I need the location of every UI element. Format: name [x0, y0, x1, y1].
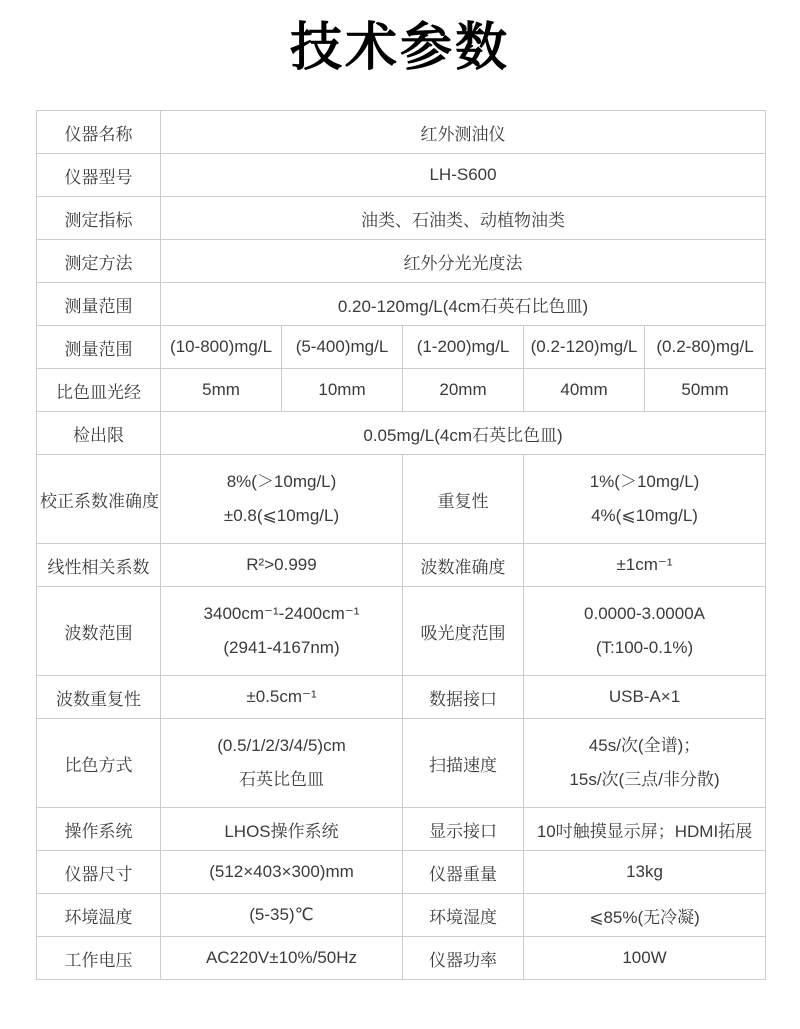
spec-value-line: 8%(＞10mg/L) — [226, 472, 337, 491]
spec-label: 吸光度范围 — [403, 587, 524, 676]
spec-label: 扫描速度 — [403, 719, 524, 808]
spec-value: USB-A×1 — [524, 676, 766, 719]
spec-value-line: 4%(⩽10mg/L) — [591, 506, 698, 525]
spec-value — [161, 587, 403, 676]
table-row-instrument-name — [37, 111, 766, 154]
spec-value-line: 石英比色皿 — [239, 770, 324, 789]
spec-value: 20mm — [403, 369, 524, 412]
spec-value: (5-400)mg/L — [282, 326, 403, 369]
table-row-measuring-method — [37, 240, 766, 283]
spec-label: 仪器名称 — [37, 111, 161, 154]
table-row-wavenumber-repeat-data-interface — [37, 676, 766, 719]
spec-value: AC220V±10%/50Hz — [161, 937, 403, 980]
spec-label: 数据接口 — [403, 676, 524, 719]
spec-value: 0.20-120mg/L(4cm石英石比色皿) — [161, 283, 766, 326]
table-row-instrument-model — [37, 154, 766, 197]
spec-value: 40mm — [524, 369, 645, 412]
spec-label: 比色皿光经 — [37, 369, 161, 412]
spec-value: 油类、石油类、动植物油类 — [161, 197, 766, 240]
spec-label: 重复性 — [403, 455, 524, 544]
spec-value-line: 0.0000-3.0000A — [584, 604, 706, 623]
spec-value: (1-200)mg/L — [403, 326, 524, 369]
spec-value: 10mm — [282, 369, 403, 412]
spec-label: 波数范围 — [37, 587, 161, 676]
table-row-measuring-range-by-cuvette — [37, 326, 766, 369]
spec-label: 测定方法 — [37, 240, 161, 283]
table-row-size-weight — [37, 851, 766, 894]
spec-table — [36, 110, 766, 980]
spec-label: 操作系统 — [37, 808, 161, 851]
spec-value: 13kg — [524, 851, 766, 894]
spec-label: 测量范围 — [37, 283, 161, 326]
spec-value: (5-35)℃ — [161, 894, 403, 937]
page-title: 技术参数 — [289, 18, 510, 78]
spec-value: ±0.5cm⁻¹ — [161, 676, 403, 719]
spec-label: 线性相关系数 — [37, 544, 161, 587]
spec-label: 显示接口 — [403, 808, 524, 851]
spec-label: 仪器尺寸 — [37, 851, 161, 894]
table-row-voltage-power — [37, 937, 766, 980]
table-row-detection-limit — [37, 412, 766, 455]
spec-value — [524, 587, 766, 676]
spec-value: 0.05mg/L(4cm石英比色皿) — [161, 412, 766, 455]
spec-label: 环境温度 — [37, 894, 161, 937]
spec-value: ⩽85%(无冷凝) — [524, 894, 766, 937]
spec-value: LH-S600 — [161, 154, 766, 197]
spec-value-line: 1%(＞10mg/L) — [589, 472, 700, 491]
spec-value-line: 3400cm⁻¹-2400cm⁻¹ — [203, 604, 360, 623]
spec-value: 10吋触摸显示屏；HDMI拓展 — [524, 808, 766, 851]
spec-value: 5mm — [161, 369, 282, 412]
spec-value — [161, 455, 403, 544]
spec-value-line: ±0.8(⩽10mg/L) — [223, 506, 340, 525]
table-row-measured-index — [37, 197, 766, 240]
spec-label: 工作电压 — [37, 937, 161, 980]
spec-label: 环境湿度 — [403, 894, 524, 937]
table-row-temperature-humidity — [37, 894, 766, 937]
spec-value-line: (T:100-0.1%) — [595, 638, 694, 657]
spec-value-line: 15s/次(三点/非分散) — [569, 770, 720, 789]
spec-value: 红外分光光度法 — [161, 240, 766, 283]
spec-value: ±1cm⁻¹ — [524, 544, 766, 587]
spec-label: 波数准确度 — [403, 544, 524, 587]
spec-label: 仪器型号 — [37, 154, 161, 197]
spec-value: (10-800)mg/L — [161, 326, 282, 369]
table-row-colorimetric-scanning — [37, 719, 766, 808]
spec-value — [524, 719, 766, 808]
spec-label: 测量范围 — [37, 326, 161, 369]
spec-label: 仪器重量 — [403, 851, 524, 894]
spec-value — [524, 455, 766, 544]
spec-value: (512×403×300)mm — [161, 851, 403, 894]
spec-label: 检出限 — [37, 412, 161, 455]
spec-value-line: (2941-4167nm) — [223, 638, 340, 657]
spec-value: (0.2-80)mg/L — [645, 326, 766, 369]
table-row-measuring-range-overall — [37, 283, 766, 326]
spec-value — [161, 719, 403, 808]
spec-value: 50mm — [645, 369, 766, 412]
spec-value: 100W — [524, 937, 766, 980]
spec-label: 波数重复性 — [37, 676, 161, 719]
spec-label: 比色方式 — [37, 719, 161, 808]
table-row-correction-repeatability — [37, 455, 766, 544]
table-row-linear-wavenumber-accuracy — [37, 544, 766, 587]
spec-label: 仪器功率 — [403, 937, 524, 980]
spec-value: R²>0.999 — [161, 544, 403, 587]
spec-value-line: 45s/次(全谱)； — [588, 736, 701, 755]
spec-value: (0.2-120)mg/L — [524, 326, 645, 369]
spec-label: 测定指标 — [37, 197, 161, 240]
table-row-cuvette-path-length — [37, 369, 766, 412]
spec-value: LHOS操作系统 — [161, 808, 403, 851]
table-row-wavenumber-absorbance-range — [37, 587, 766, 676]
spec-label: 校正系数准确度 — [37, 455, 161, 544]
spec-value-line: (0.5/1/2/3/4/5)cm — [217, 736, 346, 755]
table-row-os-display — [37, 808, 766, 851]
spec-value: 红外测油仪 — [161, 111, 766, 154]
